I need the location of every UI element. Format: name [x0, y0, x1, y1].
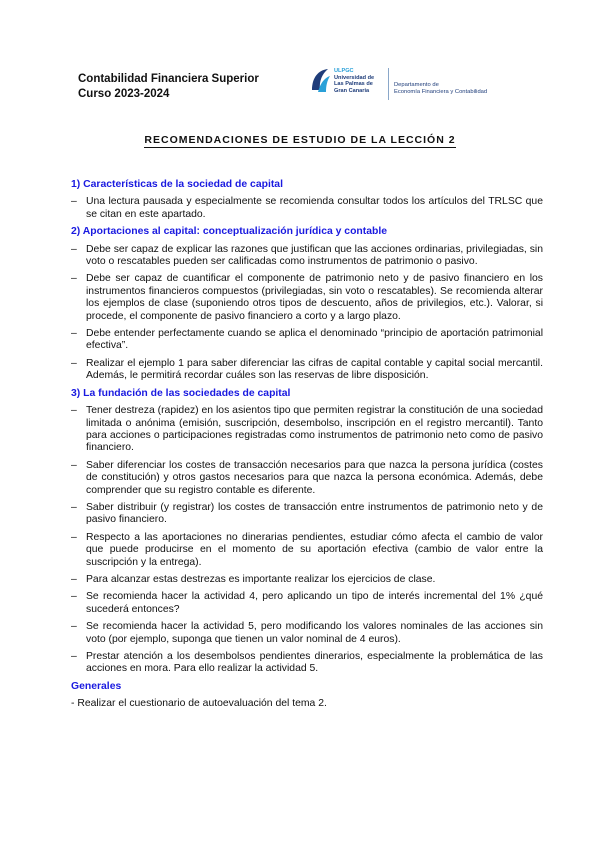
university-name-line-2: Las Palmas de [334, 81, 373, 88]
list-item [71, 244, 543, 269]
page-title [0, 134, 600, 146]
section-heading: 3) La fundación de las sociedades de capital [71, 387, 291, 399]
list-item-text: Saber diferenciar los costes de transacción necesarios para que nazca la persona jurídica (costes de constitución) y otros gastos necesarios para que nazca la persona económica. Además, debe comprender que su registro contable es diferente. [86, 459, 543, 496]
general-heading: Generales [71, 680, 122, 692]
list-item-text: Debe ser capaz de explicar las razones que justifican que las acciones ordinarias, privilegiadas, sin voto o rescatables pueden ser calificadas como instrumentos de patrimonio o pasivo. [86, 243, 543, 268]
list-item [71, 532, 543, 569]
section-3 [71, 388, 543, 676]
list-item-text: Prestar atención a los desembolsos pendientes dinerarios, especialmente la problemática de las acciones en mora. Para ello realizar la actividad 5. [86, 651, 543, 675]
dash-bullet: – [71, 651, 77, 662]
list-item [71, 328, 543, 353]
list-item-text: Debe ser capaz de cuantificar el componente de patrimonio neto y de pasivo financiero en los instrumentos financieros compuestos (privilegiadas, sin voto o rescatables). Se recomienda alterar los ejemplos de clase (suponiendo otros tipos de descuento, años de privilegios, etc.). Valorar, si procede, el componente de pasivo financiero a corto y a largo plazo. [86, 273, 543, 322]
list-item [71, 502, 543, 527]
university-name-line-1: Universidad de [334, 74, 375, 81]
section-heading: 2) Aportaciones al capital: conceptualización jurídica y contable [71, 226, 388, 238]
list-item-text: Saber distribuir (y registrar) los costes de transacción entre instrumentos de patrimonio neto y de pasivo financiero. [86, 501, 543, 526]
section-2 [71, 226, 543, 382]
course-name: Contabilidad Financiera Superior [78, 73, 259, 85]
university-name [334, 68, 374, 94]
dash-bullet: – [71, 328, 77, 340]
list-item-text: Debe entender perfectamente cuando se aplica el denominado “principio de aportación patrimonial efectiva”. [86, 328, 543, 352]
university-name-line-3: Gran Canaria [334, 87, 370, 94]
list-item-text: Respecto a las aportaciones no dinerarias pendientes, estudiar cómo afecta el cambio de valor que puede producirse en el momento de su aportación efectiva (cambio de valor entre la suscripción y la entrega). [86, 531, 543, 568]
dash-bullet: – [71, 196, 77, 208]
ulpgc-emblem-icon [308, 66, 332, 96]
dash-bullet: – [71, 591, 77, 603]
dash-bullet: – [71, 573, 77, 585]
dash-bullet: – [71, 501, 77, 513]
list-item-text: Se recomienda hacer la actividad 4, pero aplicando un tipo de interés incremental del 1% ¿qué sucederá entonces? [86, 591, 543, 615]
list-item-text: Una lectura pausada y especialmente se recomienda consultar todos los artículos del TRLSC que se citan en este apartado. [86, 196, 543, 220]
section-1 [71, 179, 543, 221]
list-item [71, 591, 543, 616]
general-section [71, 681, 543, 711]
department-line-2: Economía Financiera y Contabilidad [394, 89, 488, 95]
dash-bullet: – [71, 273, 77, 285]
dash-bullet: – [71, 243, 77, 255]
list-item-text: Para alcanzar estas destrezas es importante realizar los ejercicios de clase. [86, 573, 436, 585]
list-item [71, 273, 543, 323]
general-text: - Realizar el cuestionario de autoevaluación del tema 2. [71, 698, 327, 710]
dash-bullet: – [71, 459, 77, 471]
list-item [71, 651, 543, 676]
dash-bullet: – [71, 621, 77, 633]
university-logo [308, 66, 538, 106]
list-item [71, 621, 543, 646]
section-heading: 1) Características de la sociedad de capital [71, 179, 283, 190]
logo-divider [388, 68, 389, 100]
dash-bullet: – [71, 357, 77, 369]
list-item [71, 196, 543, 221]
list-item-text: Tener destreza (rapidez) en los asientos tipo que permiten registrar la constitución de una sociedad limitada o anónima (emisión, suscripción, desembolso, inscripción en el registro mercantil). Tanto para acciones o participaciones registradas como instrumentos de patrimonio neto como de pasivo financiero. [86, 405, 543, 454]
dash-bullet: – [71, 531, 77, 543]
list-item [71, 460, 543, 497]
department-name [394, 82, 487, 96]
list-item [71, 405, 543, 455]
course-year: Curso 2023-2024 [78, 88, 170, 100]
list-item-text: Se recomienda hacer la actividad 5, pero modificando los valores nominales de las acciones sin voto (por ejemplo, suponga que tienen un valor nominal de 4 euros). [86, 621, 543, 645]
department-line-1: Departamento de [394, 82, 439, 88]
course-header [78, 72, 259, 102]
document-body [71, 179, 543, 715]
page-title-text: RECOMENDACIONES DE ESTUDIO DE LA LECCIÓN 2 [144, 134, 456, 146]
list-item-text: Realizar el ejemplo 1 para saber diferenciar las cifras de capital contable y capital social mercantil. Además, le permitirá recordar cuáles son las reservas de libre disposición. [86, 357, 543, 382]
list-item [71, 358, 543, 383]
list-item [71, 574, 543, 586]
university-abbr: ULPGC [334, 68, 354, 74]
dash-bullet: – [71, 405, 77, 417]
